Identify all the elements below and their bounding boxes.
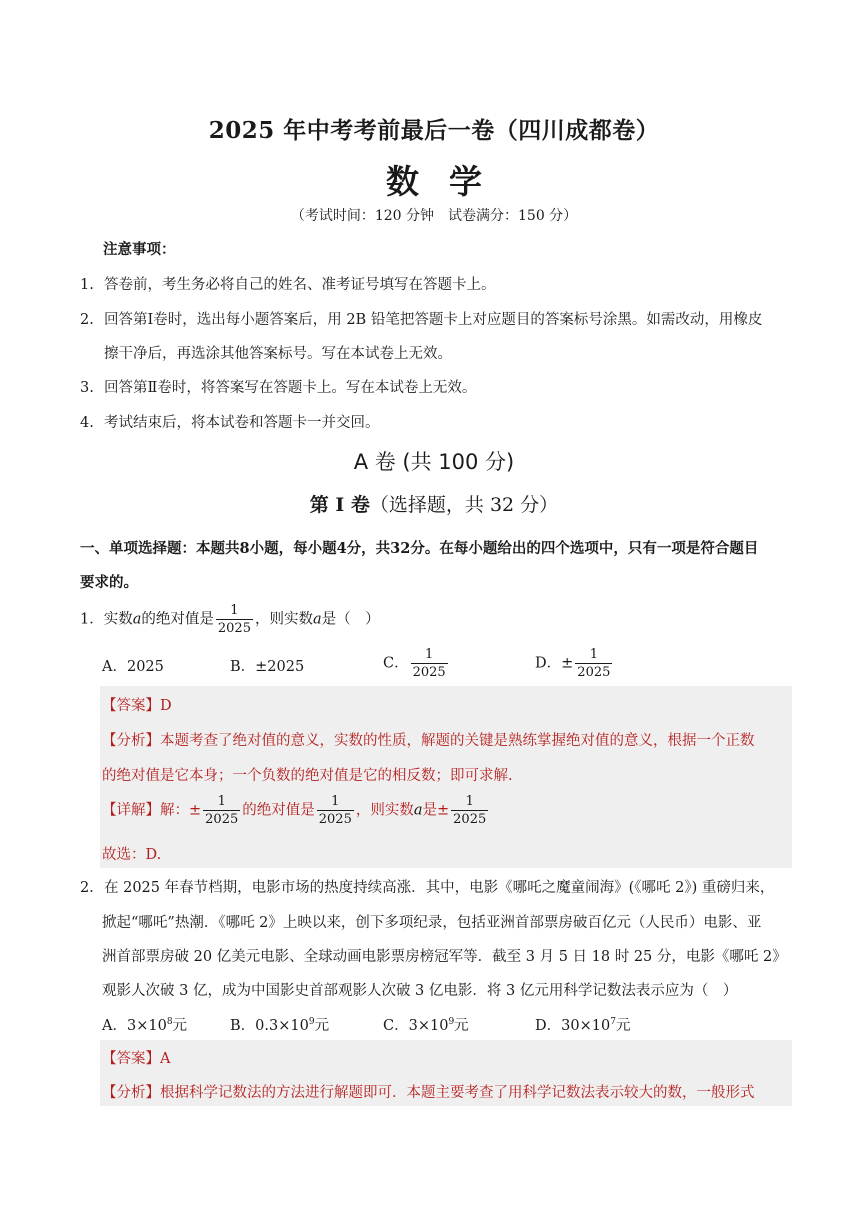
fraction-denominator: 2025	[217, 621, 251, 636]
question-2-line3: 洲首部票房破 20 亿美元电影、全球动画电影票房榜冠军等．截至 3 月 5 日 18 时 25 分，电影《哪吒 2》	[102, 949, 787, 965]
q1-text-pre: 实数	[103, 611, 133, 628]
option-exponent: 8	[166, 1017, 173, 1028]
fraction-denominator: 2025	[577, 665, 611, 680]
q2-option-b	[230, 1014, 329, 1035]
q1-text-post2: 是（ ）	[321, 611, 380, 628]
option-label: C．	[383, 655, 409, 672]
option-unit: 元	[454, 1018, 469, 1034]
option-exponent: 9	[308, 1017, 315, 1028]
note-text: 答卷前，考生务必将自己的姓名、准考证号填写在答题卡上。	[104, 277, 496, 293]
q1-option-d	[535, 646, 614, 681]
note-item-2	[80, 308, 762, 329]
note-text: 回答第Ⅰ卷时，选出每小题答案后，用 2B 铅笔把答题卡上对应题目的答案标号涂黑。如需改动，用橡皮	[104, 312, 763, 328]
option-base: 30×10	[561, 1018, 611, 1034]
option-base: 0.3×10	[255, 1018, 309, 1034]
option-label: D．	[535, 655, 562, 672]
fraction	[203, 793, 240, 828]
q1-option-b	[230, 655, 304, 676]
q1-text-post1: ，则实数	[254, 611, 313, 628]
fraction	[451, 793, 488, 828]
note-text: 回答第Ⅱ卷时，将答案写在答题卡上。写在本试卷上无效。	[104, 380, 477, 396]
q1-option-a	[102, 655, 164, 676]
note-item-4	[80, 411, 380, 432]
fraction-numerator: 1	[425, 647, 434, 662]
fraction-numerator: 1	[331, 794, 340, 809]
variable-a: a	[132, 611, 142, 628]
fraction-denominator: 2025	[205, 812, 239, 827]
question-1	[80, 602, 380, 637]
fraction-denominator: 2025	[453, 812, 487, 827]
note-item-3	[80, 376, 476, 397]
note-num: 4.	[80, 415, 94, 431]
option-exponent: 7	[610, 1017, 616, 1028]
q1-analysis-line2: 的绝对值是它本身；一个负数的绝对值是它的相反数；即可求解.	[102, 768, 513, 784]
detail-text: ，则实数	[355, 802, 414, 819]
notes-title: 注意事项：	[103, 241, 176, 258]
fraction-denominator: 2025	[318, 812, 352, 827]
note-num: 1.	[80, 277, 94, 293]
fraction-numerator: 1	[217, 794, 226, 809]
q1-text-mid: 的绝对值是	[141, 611, 214, 628]
detail-label: 【详解】	[102, 802, 160, 819]
exam-title: 2025 年中考考前最后一卷（四川成都卷）	[208, 117, 660, 144]
note-num: 3.	[80, 380, 94, 396]
part-one-heading	[80, 532, 792, 600]
detail-text: 解：±	[160, 802, 202, 819]
question-2-line2: 掀起“哪吒”热潮．《哪吒 2》上映以来，创下多项纪录，包括亚洲首部票房破百亿元（人民币）电影、亚	[102, 915, 762, 931]
option-label: B．	[230, 659, 256, 675]
note-num: 2.	[80, 312, 94, 328]
variable-a: a	[312, 611, 322, 628]
option-label: C．	[383, 1018, 409, 1034]
option-text: ±2025	[255, 659, 305, 675]
question-number: 1．	[80, 611, 104, 628]
section-i-rest: （选择题，共 32 分）	[369, 494, 559, 516]
q1-choice: 故选：D.	[102, 847, 162, 863]
fraction-numerator: 1	[589, 647, 598, 662]
q2-text: 在 2025 年春节档期，电影市场的热度持续高涨．其中，电影《哪吒之魔童闹海》(《哪吒 2》) 重磅归来，	[104, 880, 775, 896]
note-item-2-cont: 擦干净后，再选涂其他答案标号。写在本试卷上无效。	[104, 346, 452, 362]
question-number: 2．	[80, 880, 104, 896]
q1-answer: 【答案】D	[102, 698, 172, 714]
variable-a: a	[413, 802, 423, 819]
option-label: A．	[102, 1018, 127, 1034]
part-one-line2: 要求的。	[80, 574, 138, 591]
detail-text: 的绝对值是	[242, 802, 315, 819]
option-unit: 元	[615, 1018, 631, 1034]
option-exponent: 9	[448, 1017, 455, 1028]
note-item-1	[80, 273, 496, 294]
fraction-numerator: 1	[230, 603, 239, 618]
section-i-bold: 第 I 卷	[309, 494, 370, 516]
option-base: 3×10	[408, 1018, 449, 1034]
fraction	[411, 646, 448, 681]
fraction-denominator: 2025	[412, 665, 446, 680]
option-label: B．	[230, 1018, 256, 1034]
q1-detail	[102, 793, 490, 828]
q2-option-a	[102, 1014, 187, 1035]
fraction	[216, 602, 253, 637]
section-a-heading: A 卷 (共 100 分)	[353, 450, 515, 474]
exam-info: （考试时间：120 分钟 试卷满分：150 分）	[290, 208, 578, 224]
fraction	[317, 793, 354, 828]
question-2-line1	[80, 876, 774, 897]
option-base: 3×10	[126, 1018, 167, 1034]
option-unit: 元	[314, 1018, 330, 1034]
q1-analysis-line1: 【分析】本题考查了绝对值的意义，实数的性质，解题的关键是熟练掌握绝对值的意义，根据一个正数	[102, 733, 755, 749]
option-text: 2025	[126, 659, 164, 675]
option-unit: 元	[172, 1018, 188, 1034]
detail-text: 是±	[422, 802, 450, 819]
fraction	[575, 646, 612, 681]
subject-title: 数学	[386, 162, 512, 201]
q2-option-c	[383, 1014, 469, 1035]
q2-answer: 【答案】A	[102, 1051, 171, 1067]
option-label: A．	[102, 659, 127, 675]
option-label: D．	[535, 1018, 562, 1034]
plus-minus: ±	[561, 655, 574, 672]
q2-option-d	[535, 1014, 630, 1035]
section-i-heading	[0, 490, 868, 517]
part-one-line1: 一、单项选择题：本题共8小题，每小题4分，共32分。在每小题给出的四个选项中，只有一项是符合题目	[80, 540, 759, 557]
question-2-line4: 观影人次破 3 亿，成为中国影史首部观影人次破 3 亿电影．将 3 亿元用科学记数法表示应为（ ）	[102, 983, 738, 999]
q1-option-c	[383, 646, 450, 681]
fraction-numerator: 1	[465, 794, 474, 809]
note-text: 考试结束后，将本试卷和答题卡一并交回。	[104, 415, 380, 431]
q2-analysis-line1: 【分析】根据科学记数法的方法进行解题即可．本题主要考查了用科学记数法表示较大的数，一般形式	[102, 1085, 755, 1101]
